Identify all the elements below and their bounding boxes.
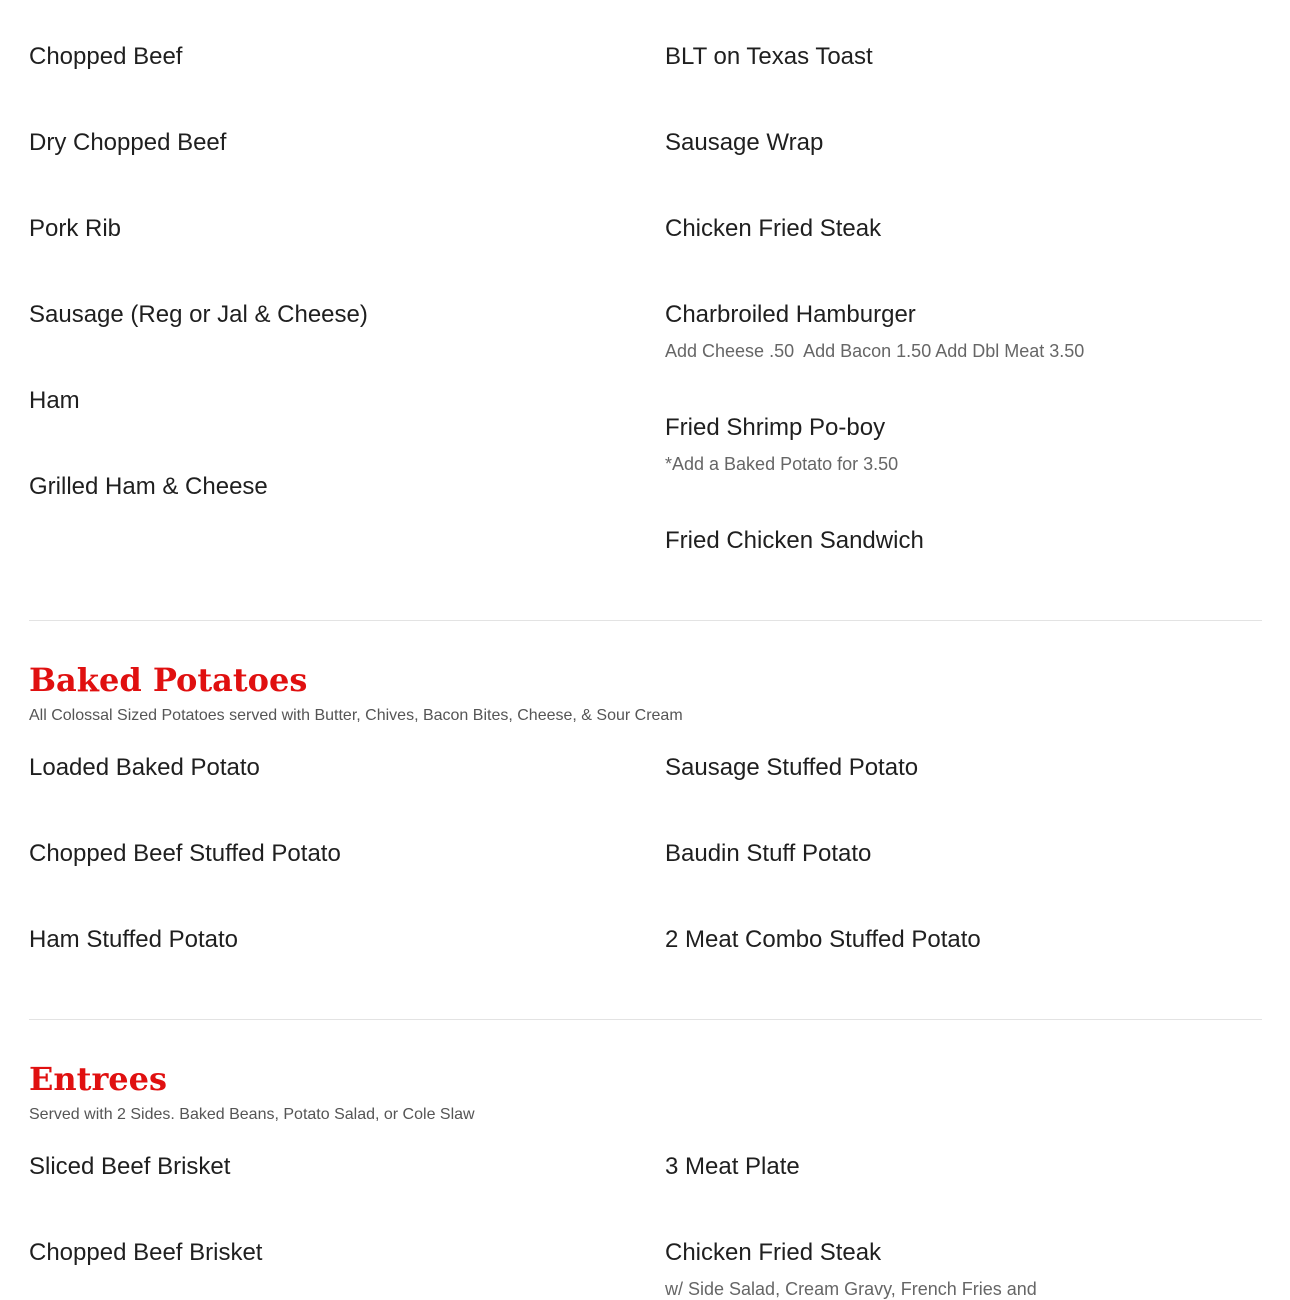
menu-item: Ham Stuffed Potato: [29, 926, 239, 953]
menu-item: BLT on Texas Toast: [665, 43, 873, 70]
menu-item: Ham: [29, 387, 80, 414]
section-divider: [29, 1019, 1262, 1020]
menu-item: Sausage Stuffed Potato: [665, 754, 919, 781]
menu-item-note: w/ Side Salad, Cream Gravy, French Fries and: [665, 1279, 1037, 1299]
menu-item: Loaded Baked Potato: [29, 754, 260, 781]
menu-item: Pork Rib: [29, 215, 122, 242]
menu-item: Baudin Stuff Potato: [665, 840, 872, 867]
section-title-entrees: Entrees: [29, 1060, 168, 1098]
menu-item: Chopped Beef Brisket: [29, 1239, 263, 1266]
menu-item: 3 Meat Plate: [665, 1153, 800, 1180]
menu-item: Sliced Beef Brisket: [29, 1153, 231, 1180]
menu-item: 2 Meat Combo Stuffed Potato: [665, 926, 981, 953]
menu-item-note: Add Cheese .50 Add Bacon 1.50 Add Dbl Meat 3.50: [665, 341, 1085, 361]
section-title-baked-potatoes: Baked Potatoes: [29, 661, 308, 699]
menu-item: Fried Chicken Sandwich: [665, 527, 924, 554]
section-divider: [29, 620, 1262, 621]
menu-item: Fried Shrimp Po-boy: [665, 414, 886, 441]
menu-item: Chopped Beef Stuffed Potato: [29, 840, 341, 867]
menu-item-note: *Add a Baked Potato for 3.50: [665, 454, 899, 474]
menu-item: Sausage Wrap: [665, 129, 824, 156]
menu-item: Grilled Ham & Cheese: [29, 473, 268, 500]
menu-item: Chicken Fried Steak: [665, 1239, 882, 1266]
menu-item: Chopped Beef: [29, 43, 183, 70]
menu-item: Chicken Fried Steak: [665, 215, 882, 242]
menu-item: Sausage (Reg or Jal & Cheese): [29, 301, 368, 328]
menu-item: Dry Chopped Beef: [29, 129, 227, 156]
section-description: All Colossal Sized Potatoes served with Butter, Chives, Bacon Bites, Cheese, & Sour Cream: [29, 707, 683, 724]
menu-item: Charbroiled Hamburger: [665, 301, 916, 328]
section-description: Served with 2 Sides. Baked Beans, Potato Salad, or Cole Slaw: [29, 1106, 475, 1123]
